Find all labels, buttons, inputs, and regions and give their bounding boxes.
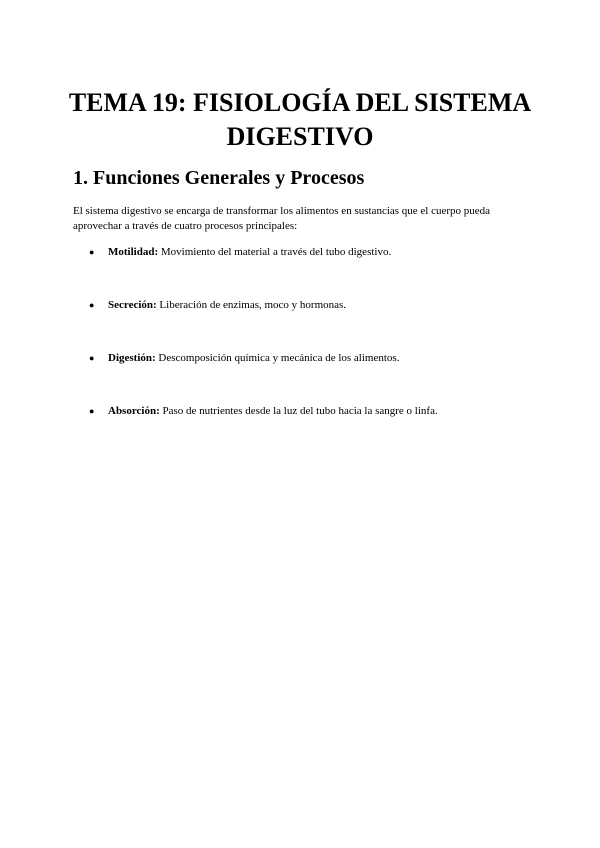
list-item-description: Movimiento del material a través del tubo digestivo. [160, 246, 392, 258]
section-heading: 1. Funciones Generales y Procesos [73, 167, 365, 189]
list-item-term: Absorción: [108, 405, 160, 417]
list-item-description: Liberación de enzimas, moco y hormonas. [159, 299, 347, 311]
intro-paragraph: El sistema digestivo se encarga de transformar los alimentos en sustancias que el cuerpo pueda aprovechar a través de cuatro procesos principales: [73, 205, 491, 232]
list-item-term: Motilidad: [108, 246, 159, 258]
document-title: TEMA 19: FISIOLOGÍA DEL SISTEMA DIGESTIVO [68, 88, 532, 151]
bullet-icon: ● [89, 247, 95, 257]
bullet-icon: ● [89, 406, 95, 416]
list-item-secrecion [89, 298, 549, 313]
list-item-description: Descomposición química y mecánica de los alimentos. [158, 352, 400, 364]
list-item-digestion [89, 351, 549, 366]
list-item-absorcion [89, 404, 549, 419]
bullet-icon: ● [89, 353, 95, 363]
list-item-term: Secreción: [108, 299, 157, 311]
list-item-description: Paso de nutrientes desde la luz del tubo hacia la sangre o linfa. [162, 405, 438, 417]
list-item-term: Digestión: [108, 352, 156, 364]
bullet-icon: ● [89, 300, 95, 310]
list-item-motilidad [89, 245, 549, 260]
